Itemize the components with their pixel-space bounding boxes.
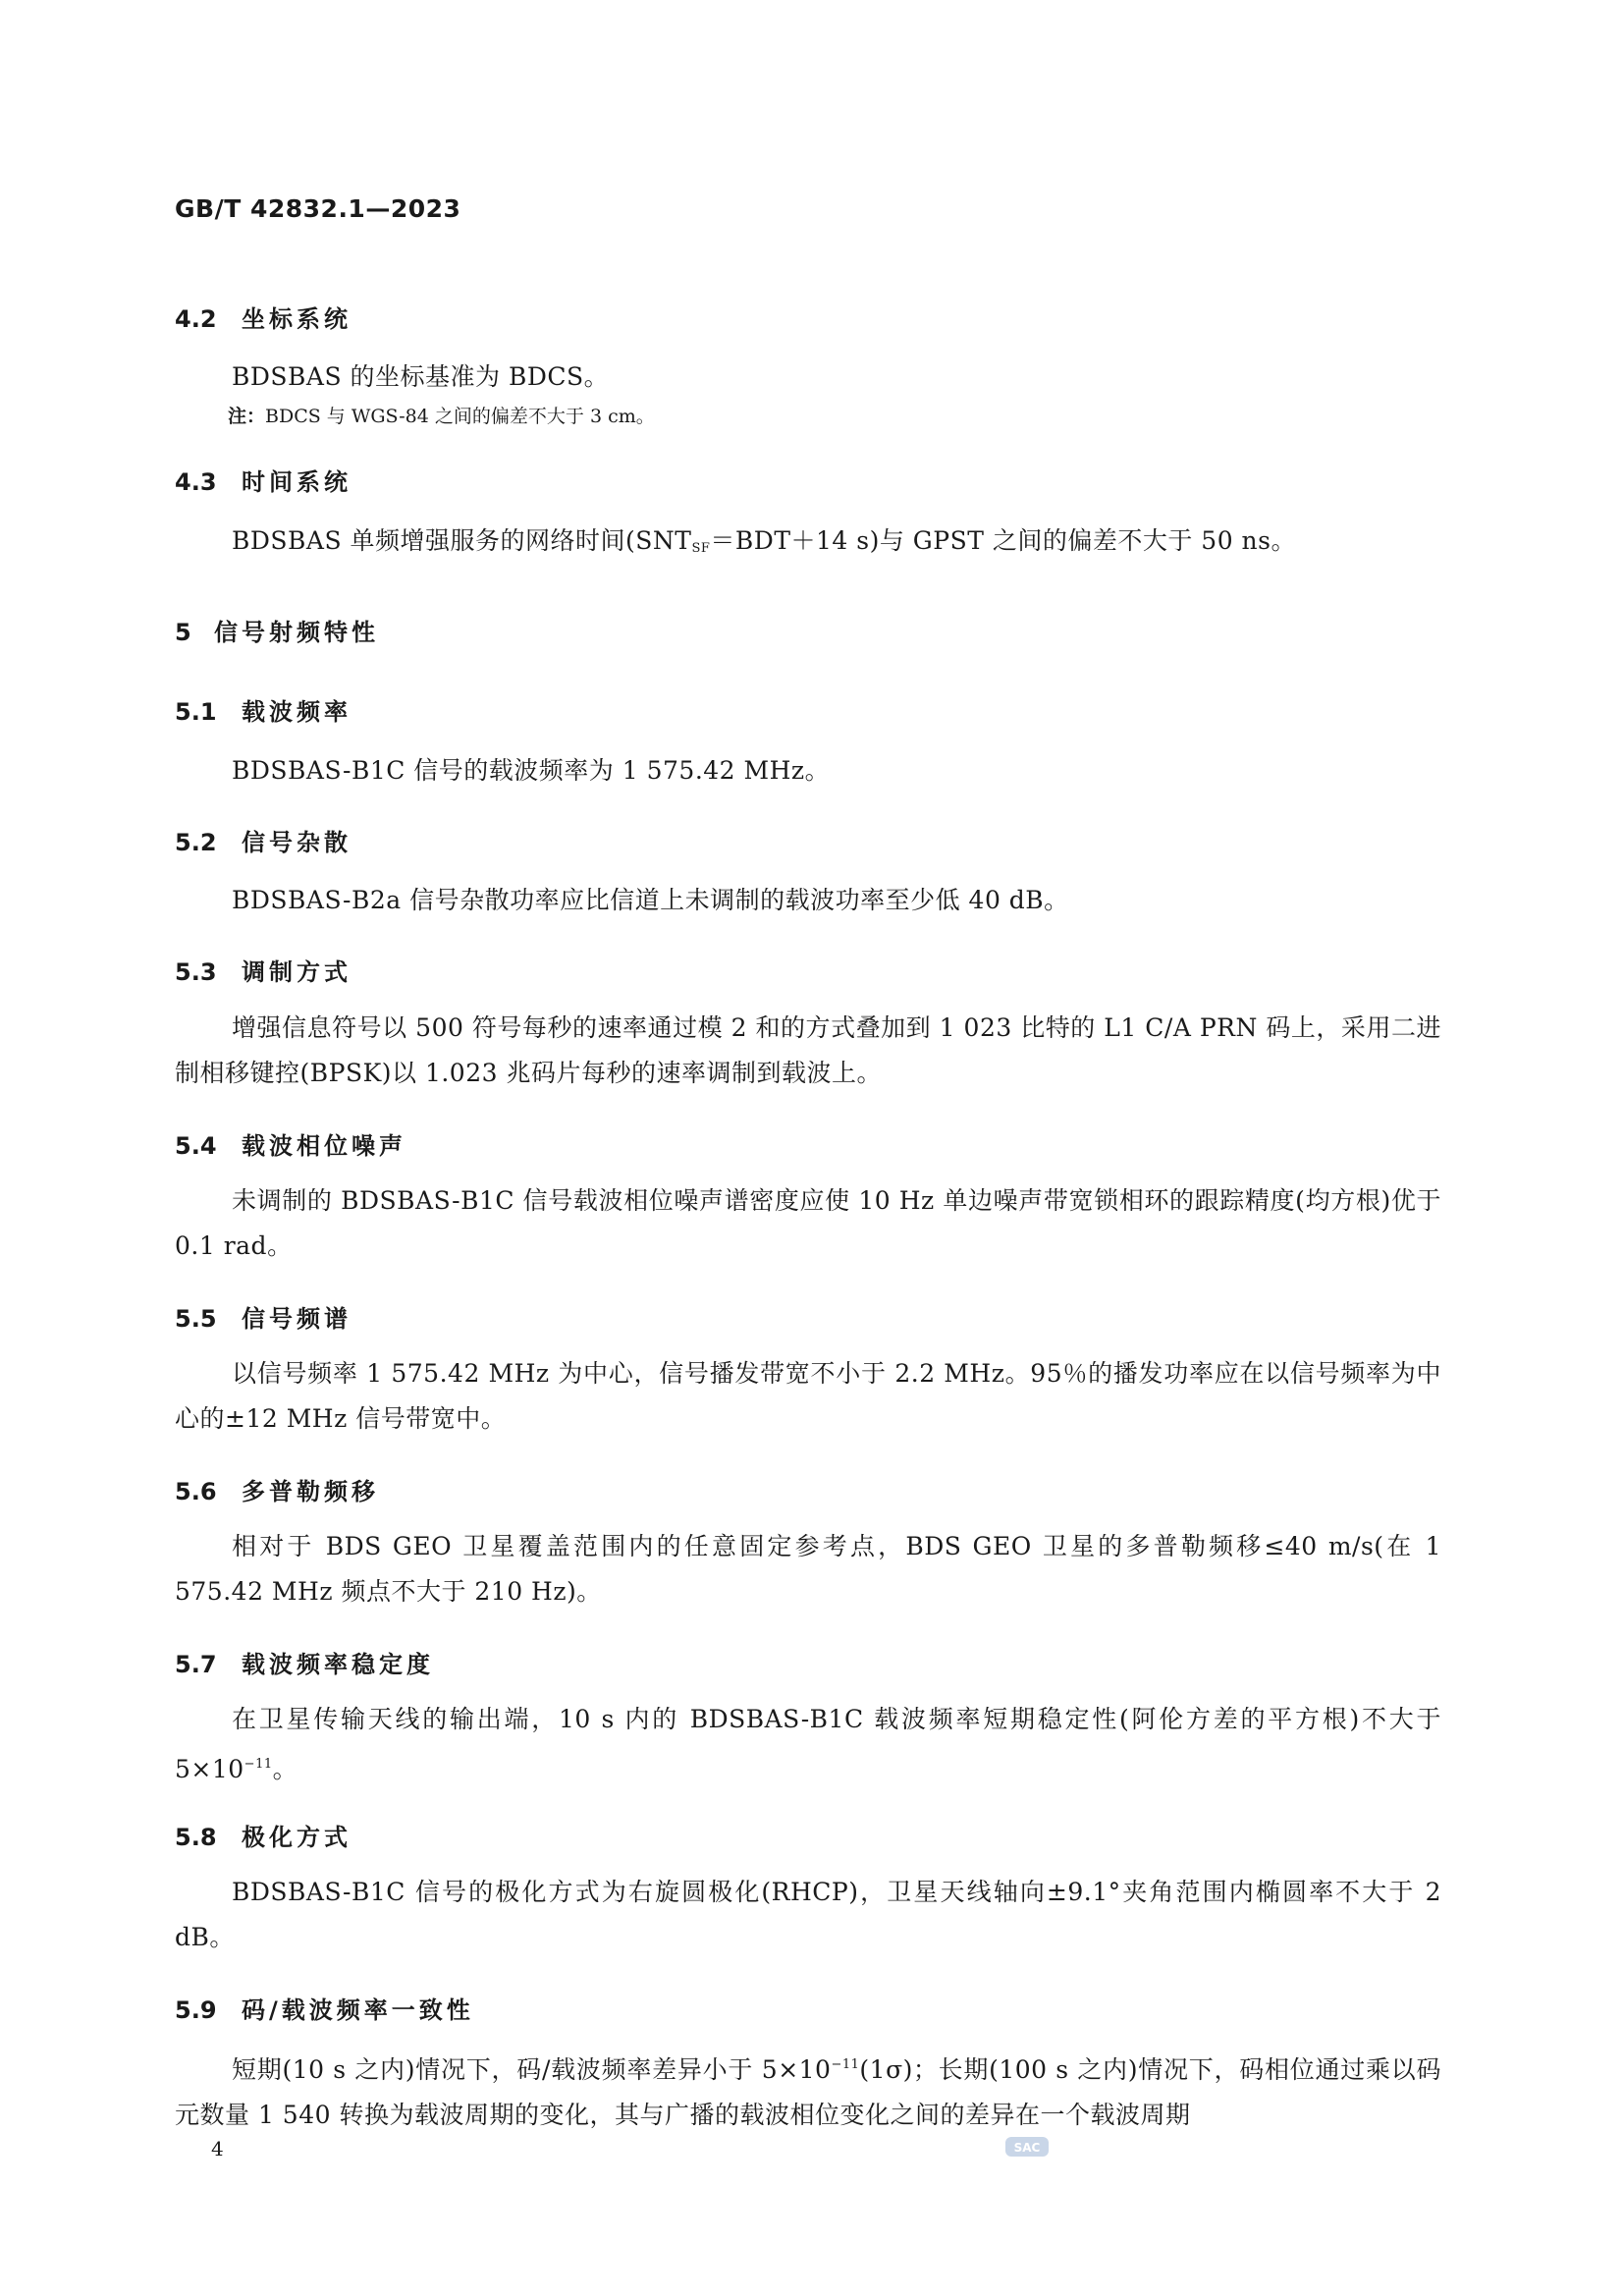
section-title: 码/载波频率一致性 — [242, 1996, 474, 2024]
heading-5-2 — [175, 823, 352, 857]
section-number: 5.5 — [175, 1305, 217, 1333]
superscript: −11 — [831, 2057, 860, 2072]
section-title: 载波频率稳定度 — [242, 1651, 434, 1678]
paragraph-5-4: 未调制的 BDSBAS-B1C 信号载波相位噪声谱密度应使 10 Hz 单边噪声带宽锁相环的跟踪精度(均方根)优于 0.1 rad。 — [175, 1186, 1441, 1260]
heading-5-6 — [175, 1472, 379, 1506]
section-number: 5.9 — [175, 1996, 217, 2024]
text-run: 短期(10 s 之内)情况下，码/载波频率差异小于 5×10 — [232, 2055, 832, 2084]
section-title: 载波频率 — [242, 698, 352, 726]
section-title: 多普勒频移 — [242, 1478, 379, 1505]
paragraph-5-6: 相对于 BDS GEO 卫星覆盖范围内的任意固定参考点，BDS GEO 卫星的多普勒频移≤40 m/s(在 1 575.42 MHz 频点不大于 210 Hz)。 — [175, 1532, 1441, 1606]
paragraph-4-3 — [175, 519, 1441, 572]
section-number: 5.7 — [175, 1651, 217, 1678]
section-title: 载波相位噪声 — [242, 1132, 406, 1160]
page-number: 4 — [211, 2137, 224, 2160]
section-number: 4.3 — [175, 468, 217, 496]
section-title: 调制方式 — [242, 958, 352, 986]
section-number: 5.8 — [175, 1824, 217, 1851]
heading-5 — [175, 613, 379, 647]
section-number: 5.1 — [175, 698, 217, 726]
section-number: 5.3 — [175, 958, 217, 986]
heading-5-1 — [175, 692, 352, 727]
text-run: 在卫星传输天线的输出端，10 s 内的 BDSBAS-B1C 载波频率短期稳定性(阿伦方差的平方根)不大于 5×10 — [175, 1705, 1441, 1783]
heading-5-3 — [175, 953, 352, 987]
section-title: 信号频谱 — [242, 1305, 352, 1333]
section-number: 5.2 — [175, 829, 217, 856]
heading-5-7 — [175, 1645, 434, 1679]
heading-5-5 — [175, 1299, 352, 1334]
text-run: ＝BDT＋14 s)与 GPST 之间的偏差不大于 50 ns。 — [710, 526, 1296, 555]
section-number: 4.2 — [175, 305, 217, 333]
paragraph-5-3: 增强信息符号以 500 符号每秒的速率通过模 2 和的方式叠加到 1 023 比特的 L1 C/A PRN 码上，采用二进制相移键控(BPSK)以 1.023 兆码片每秒的速率调制到载波上。 — [175, 1013, 1441, 1087]
standard-number: GB/T 42832.1—2023 — [175, 194, 461, 223]
heading-5-8 — [175, 1818, 352, 1852]
heading-5-4 — [175, 1126, 406, 1161]
section-title: 坐标系统 — [242, 305, 352, 333]
superscript: −11 — [243, 1757, 273, 1772]
section-number: 5.4 — [175, 1132, 217, 1160]
text-run: BDSBAS 单频增强服务的网络时间(SNT — [232, 526, 692, 555]
paragraph-5-7 — [175, 1697, 1441, 1792]
section-title: 信号杂散 — [242, 829, 352, 856]
paragraph-5-2: BDSBAS-B2a 信号杂散功率应比信道上未调制的载波功率至少低 40 dB。 — [232, 886, 1069, 914]
text-run: (1σ)；长期(100 s 之内)情况下，码相位通过乘以码元数量 1 540 转换为载波周期的变化，其与广播的载波相位变化之间的差异在一个载波周期 — [175, 2055, 1441, 2129]
section-number: 5.6 — [175, 1478, 217, 1505]
paragraph-5-9 — [175, 2043, 1441, 2138]
paragraph-5-8: BDSBAS-B1C 信号的极化方式为右旋圆极化(RHCP)，卫星天线轴向±9.1°夹角范围内椭圆率不大于 2 dB。 — [175, 1878, 1441, 1951]
heading-4-3 — [175, 463, 352, 497]
section-title: 时间系统 — [242, 468, 352, 496]
note-label: 注： — [228, 406, 266, 427]
note-4-2 — [228, 402, 655, 428]
sac-logo — [1003, 2133, 1051, 2164]
note-text: BDCS 与 WGS-84 之间的偏差不大于 3 cm。 — [265, 406, 655, 427]
heading-5-9 — [175, 1991, 474, 2025]
section-number: 5 — [175, 619, 191, 646]
heading-4-2 — [175, 300, 352, 334]
paragraph-5-1: BDSBAS-B1C 信号的载波频率为 1 575.42 MHz。 — [232, 756, 831, 785]
paragraph-4-2: BDSBAS 的坐标基准为 BDCS。 — [232, 362, 610, 391]
text-run: 。 — [272, 1755, 298, 1783]
section-title: 信号射频特性 — [214, 619, 379, 646]
svg-text:SAC: SAC — [1013, 2141, 1041, 2155]
paragraph-5-5: 以信号频率 1 575.42 MHz 为中心，信号播发带宽不小于 2.2 MHz。95％的播发功率应在以信号频率为中心的±12 MHz 信号带宽中。 — [175, 1359, 1441, 1433]
subscript: SF — [691, 541, 711, 556]
section-title: 极化方式 — [242, 1824, 352, 1851]
